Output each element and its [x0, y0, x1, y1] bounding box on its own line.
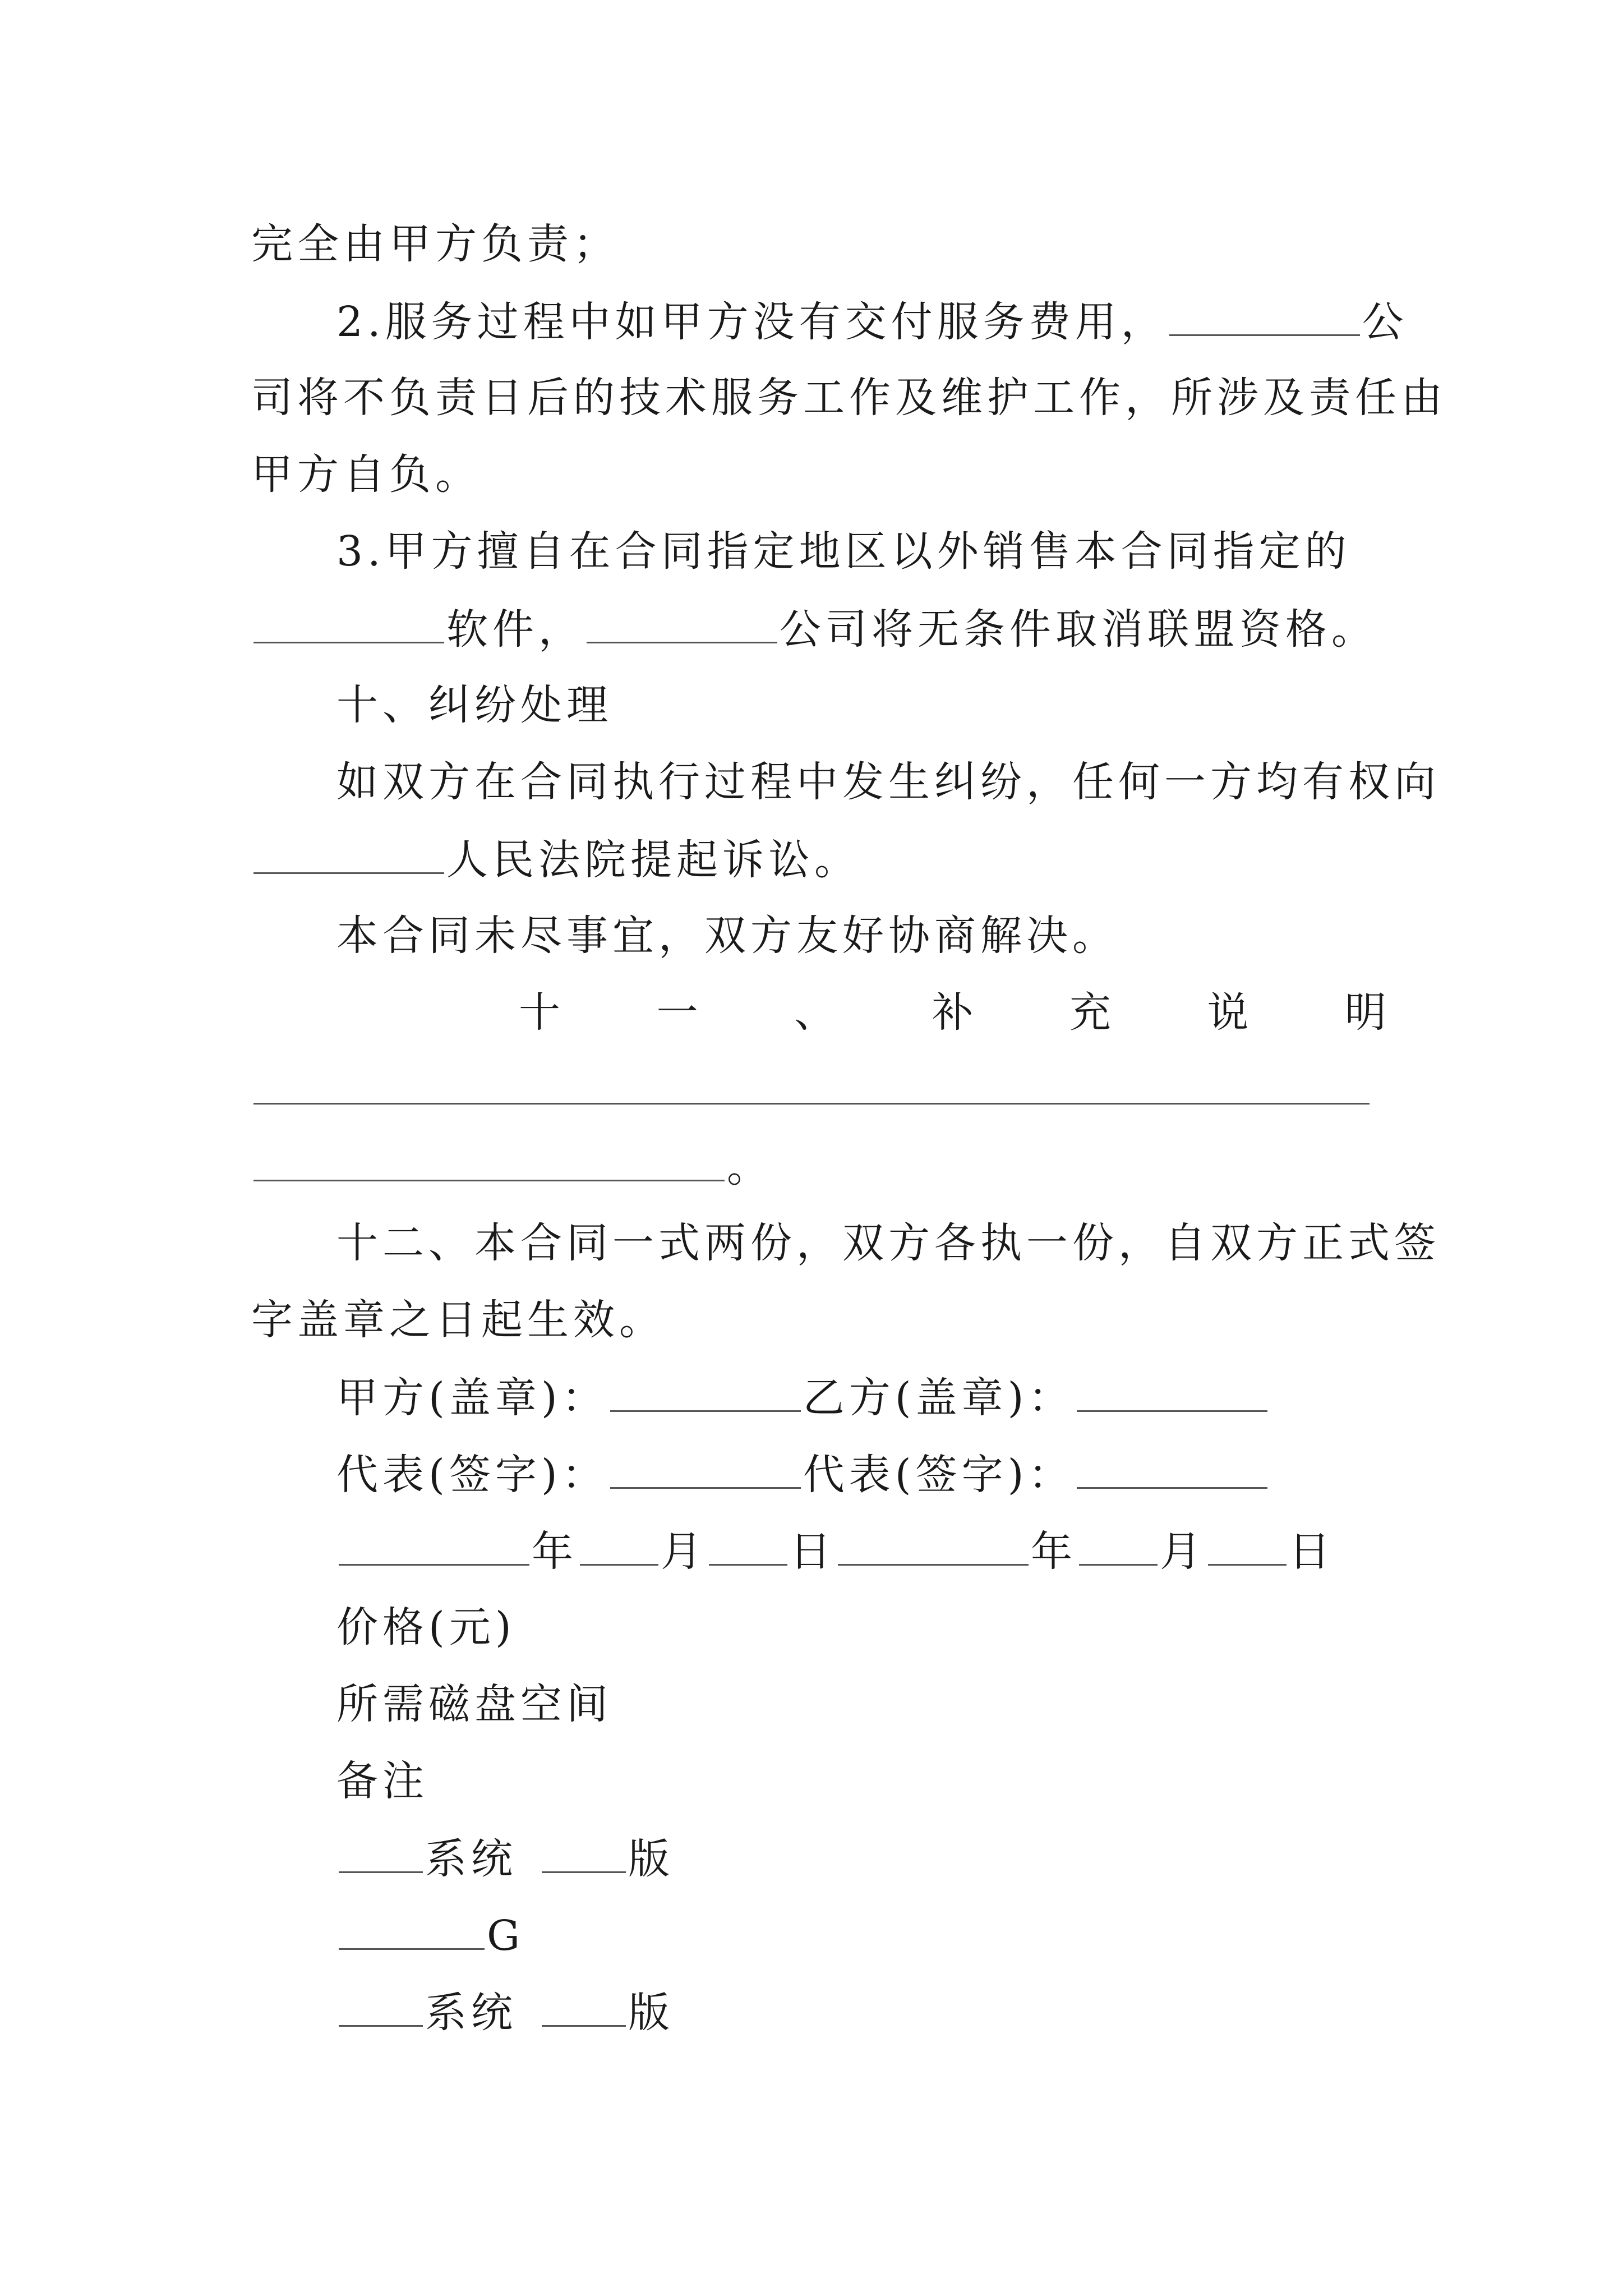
- disk-space-label: 所需磁盘空间: [336, 1680, 612, 1728]
- heading-char: 明: [1345, 988, 1391, 1037]
- fill-blank[interactable]: [253, 600, 444, 643]
- disk-size-field[interactable]: [339, 1907, 485, 1950]
- system-version-line-1: 系统 版: [336, 1830, 1390, 1886]
- heading-char: 补: [932, 988, 978, 1037]
- heading-char: 说: [1207, 988, 1253, 1037]
- text-line-12: [251, 1061, 1390, 1117]
- party-b-seal-field[interactable]: [1077, 1369, 1267, 1412]
- price-label: 价格(元): [336, 1603, 516, 1651]
- rep-b-signature-field[interactable]: [1077, 1446, 1267, 1489]
- text-line-3: 司将不负责日后的技术服务工作及维护工作，所涉及责任由: [251, 374, 1447, 422]
- heading-char: 十: [519, 988, 565, 1037]
- fill-blank[interactable]: [587, 600, 777, 643]
- system-field[interactable]: [339, 1830, 423, 1873]
- fill-blank[interactable]: [253, 831, 444, 874]
- version-field[interactable]: [542, 1830, 626, 1873]
- year-field-a[interactable]: [339, 1522, 529, 1566]
- text-line-5: 3.甲方擅自在合同指定地区以外销售本合同指定的: [336, 527, 1351, 576]
- text-line-8: 如双方在合同执行过程中发生纠纷，任何一方均有权向: [336, 758, 1440, 806]
- fill-blank-full[interactable]: [253, 1061, 1370, 1105]
- year-field-b[interactable]: [838, 1522, 1029, 1566]
- date-line: 年 月 日 年 月 日: [336, 1522, 1390, 1579]
- text-line-10: 本合同未尽事宜，双方友好协商解决。: [336, 912, 1118, 960]
- month-field-b[interactable]: [1079, 1522, 1158, 1566]
- day-field-a[interactable]: [709, 1522, 787, 1566]
- remark-label: 备注: [336, 1757, 428, 1805]
- text-line-9: 人民法院提起诉讼。: [251, 831, 1390, 887]
- party-a-seal-field[interactable]: [610, 1369, 801, 1412]
- fill-blank[interactable]: [253, 1138, 725, 1181]
- text-line-15: 字盖章之日起生效。: [251, 1296, 665, 1344]
- text-line-4: 甲方自负。: [251, 450, 481, 499]
- heading-char: 、: [794, 988, 840, 1037]
- fill-blank[interactable]: [1169, 293, 1360, 336]
- text-line-1: 完全由甲方负责；: [251, 220, 619, 268]
- system-version-line-2: 系统 版: [336, 1984, 1390, 2040]
- heading-char: 充: [1069, 988, 1115, 1037]
- section-heading-10: 十、纠纷处理: [336, 681, 612, 729]
- text-line-13: 。: [251, 1138, 1390, 1194]
- day-field-b[interactable]: [1208, 1522, 1287, 1566]
- section-heading-11: [519, 984, 1391, 1041]
- text-line-6: 软件， 公司将无条件取消联盟资格。: [251, 600, 1390, 656]
- version-field[interactable]: [542, 1984, 626, 2027]
- month-field-a[interactable]: [580, 1522, 658, 1566]
- signature-line: 代表(签字)： 代表(签字)：: [336, 1446, 1390, 1502]
- system-field[interactable]: [339, 1984, 423, 2027]
- text-line-14: 十二、本合同一式两份，双方各执一份，自双方正式签: [336, 1219, 1440, 1267]
- rep-a-signature-field[interactable]: [610, 1446, 801, 1489]
- heading-char: 一: [656, 988, 703, 1037]
- seal-line: 甲方(盖章)： 乙方(盖章)：: [336, 1369, 1390, 1425]
- text-line-2: 2.服务过程中如甲方没有交付服务费用， 公: [336, 293, 1390, 349]
- disk-size-line: G: [336, 1907, 1390, 1963]
